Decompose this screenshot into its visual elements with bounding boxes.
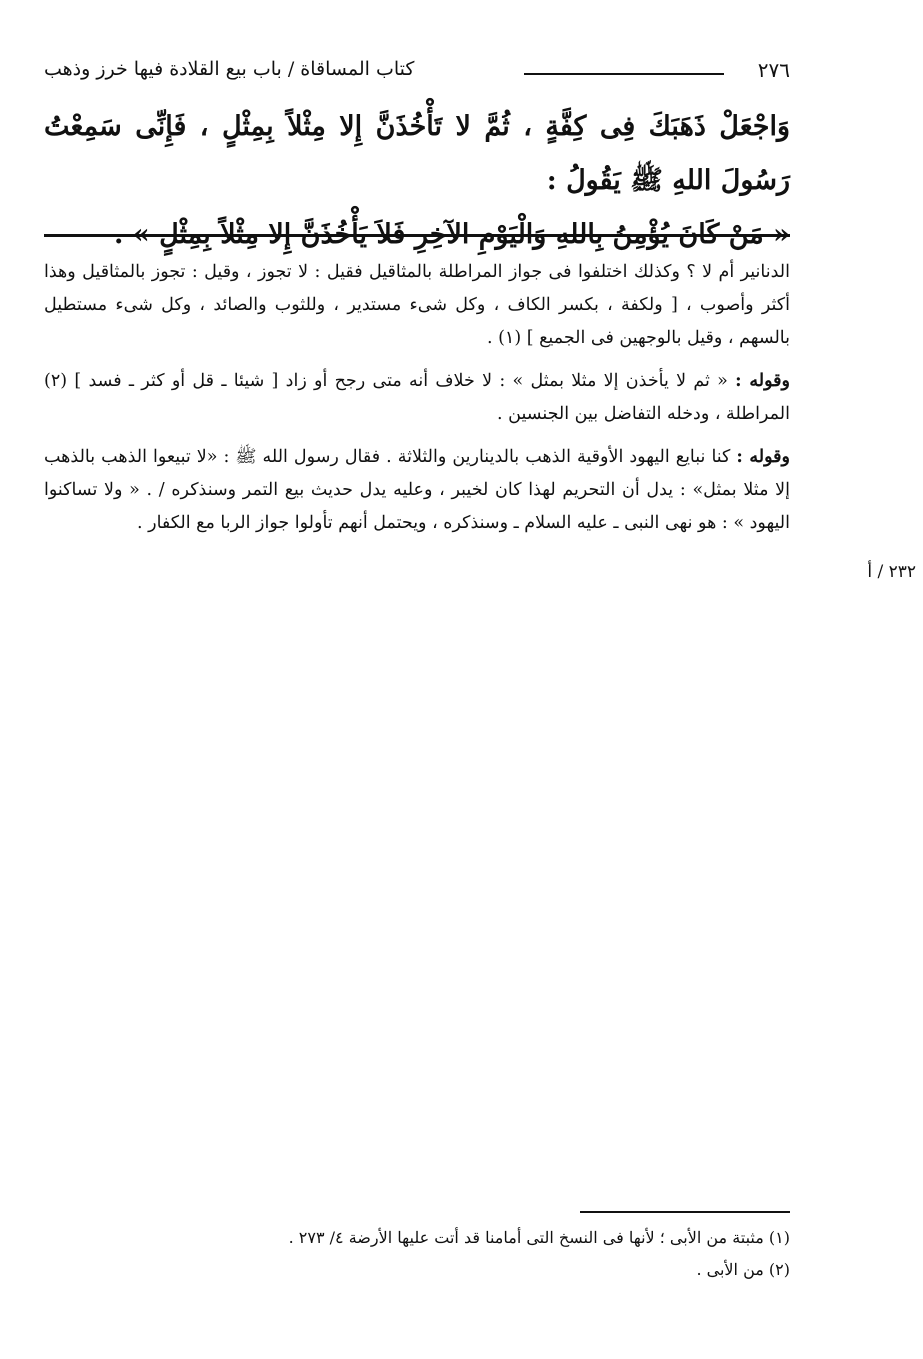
commentary-paragraph <box>44 441 790 540</box>
page-number: ٢٧٦ <box>757 58 790 82</box>
manuscript-folio-reference: ٢٣٢ / أ <box>867 562 916 582</box>
footnote: (١) مثبتة من الأبى ؛ لأنها فى النسخ التى أمامنا قد أتت عليها الأرضة ٤/ ٢٧٣ . <box>288 1228 790 1247</box>
hadith-text <box>44 100 790 262</box>
page-header <box>44 58 790 88</box>
paragraph-text: « ثم لا يأخذن إلا مثلا بمثل » : لا خلاف أنه متى رجح أو زاد [ شيئا ـ قل أو كثر ـ فسد ] (٢) المراطلة ، ودخله التفاضل بين الجنسين . <box>44 371 790 424</box>
hadith-line: وَاجْعَلْ ذَهَبَكَ فِى كِفَّةٍ ، ثُمَّ لا تَأْخُذَنَّ إِلا مِثْلاً بِمِثْلٍ ، فَإِنِّى سَمِعْتُ رَسُولَ اللهِ ﷺ يَقُولُ : <box>44 111 790 196</box>
running-title: كتاب المساقاة / باب بيع القلادة فيها خرز وذهب <box>44 58 415 80</box>
paragraph-text: الدنانير أم لا ؟ وكذلك اختلفوا فى جواز المراطلة بالمثاقيل فقيل : لا تجوز ، وقيل : تجوز بالمثاقيل وهذا أكثر وأصوب ، [ ولكفة ، بكسر الكاف ، وكل شىء مستدير ، وللثوب والصائد ، وكل شىء مستطيل بالسهم ، وقيل بالوجهين فى الجميع ] (١) . <box>44 262 790 348</box>
footnotes <box>44 1222 790 1286</box>
paragraph-lead: وقوله : <box>736 447 790 467</box>
paragraph-lead: وقوله : <box>735 371 790 391</box>
footnote: (٢) من الأبى . <box>696 1260 790 1279</box>
hadith-line: « مَنْ كَانَ يُؤْمِنُ بِاللهِ وَالْيَوْمِ الآخِرِ فَلاَ يَأْخُذَنَّ إِلا مِثْلاً بِمِثْلٍ » . <box>114 219 790 250</box>
paragraph-text: كنا نبايع اليهود الأوقية الذهب بالدينارين والثلاثة . فقال رسول الله ﷺ : «لا تبيعوا الذهب بالذهب إلا مثلا بمثل» : يدل أن التحريم لهذا كان لخيبر ، وعليه يدل حديث بيع التمر وسنذكره / . « ولا تساكنوا اليهود » : هو نهى النبى ـ عليه السلام ـ وسنذكره ، ويحتمل أنهم تأولوا جواز الربا مع الكفار . <box>44 447 790 533</box>
commentary-paragraph <box>44 256 790 355</box>
footnote-rule <box>580 1211 790 1213</box>
commentary-paragraph <box>44 365 790 431</box>
text-separator-rule <box>44 234 790 237</box>
header-rule <box>524 73 724 75</box>
commentary <box>44 256 790 550</box>
